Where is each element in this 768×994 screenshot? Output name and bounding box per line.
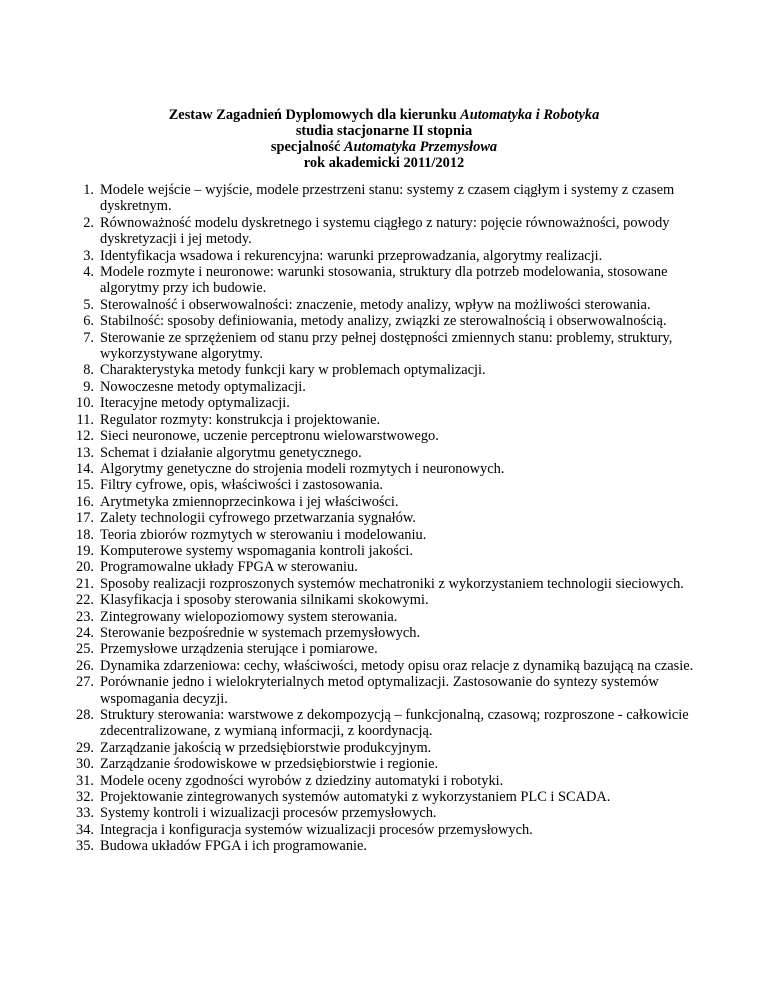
list-item-number: 30. (76, 756, 94, 773)
list-item-number: 12. (76, 428, 94, 445)
list-item-text: Równoważność modelu dyskretnego i systemu ciągłego z natury: pojęcie równoważności, powody dyskretyzacji i jej metody. (100, 214, 670, 248)
list-item-number: 4. (83, 264, 94, 281)
list-item (60, 740, 720, 756)
list-item (60, 674, 720, 707)
list-item-number: 34. (76, 821, 94, 838)
list-item-number: 27. (76, 674, 94, 691)
list-item-number: 21. (76, 575, 94, 592)
list-item (60, 313, 720, 329)
list-item-number: 23. (76, 608, 94, 625)
list-item-text: Komputerowe systemy wspomagania kontroli jakości. (100, 542, 413, 559)
list-item (60, 527, 720, 543)
list-item-text: Iteracyjne metody optymalizacji. (100, 395, 290, 412)
list-item (60, 609, 720, 625)
list-item-number: 9. (83, 378, 94, 395)
list-item-text: Algorytmy genetyczne do strojenia modeli rozmytych i neuronowych. (100, 460, 505, 477)
header-line-2: studia stacjonarne II stopnia (295, 123, 473, 139)
list-item (60, 707, 720, 740)
list-item-number: 11. (76, 411, 94, 428)
list-item (60, 559, 720, 575)
list-item-text: Modele wejście – wyjście, modele przestrzeni stanu: systemy z czasem ciągłym i systemy z czasem dyskretnym. (100, 182, 675, 215)
header-specialty-name: Automatyka Przemysłowa (344, 139, 498, 155)
list-item (60, 362, 720, 378)
questions-list (60, 182, 720, 855)
list-item-number: 15. (76, 477, 94, 494)
list-item-text: Sterowalność i obserwowalności: znaczenie, metody analizy, wpływ na możliwości sterowania. (100, 296, 651, 313)
header-specialty-prefix: specjalność (270, 139, 345, 155)
list-item-text: Programowalne układy FPGA w sterowaniu. (100, 559, 358, 576)
list-item-text: Integracja i konfiguracja systemów wizualizacji procesów przemysłowych. (100, 821, 533, 838)
list-item-text: Schemat i działanie algorytmu genetycznego. (100, 444, 362, 461)
list-item (60, 838, 720, 854)
list-item-number: 6. (83, 313, 94, 330)
list-item (60, 805, 720, 821)
list-item-text: Zarządzanie jakością w przedsiębiorstwie produkcyjnym. (100, 739, 432, 756)
list-item-number: 18. (76, 526, 94, 543)
list-item-number: 2. (83, 214, 94, 231)
list-item-text: Dynamika zdarzeniowa: cechy, właściwości, metody opisu oraz relacje z dynamiką bazującą na czasie. (100, 657, 694, 674)
list-item-text: Sterowanie bezpośrednie w systemach przemysłowych. (100, 624, 421, 641)
list-item-number: 1. (83, 182, 94, 198)
list-item-text: Sterowanie ze sprzężeniem od stanu przy pełnej dostępności zmiennych stanu: problemy, struktury, wykorzystywane algorytmy. (100, 329, 673, 363)
list-item (60, 395, 720, 411)
list-item-text: Stabilność: sposoby definiowania, metody analizy, związki ze sterowalnością i obserwowalnością. (100, 313, 667, 330)
list-item-text: Filtry cyfrowe, opis, właściwości i zastosowania. (100, 477, 383, 494)
list-item-number: 31. (76, 772, 94, 789)
list-item (60, 248, 720, 264)
list-item-text: Budowa układów FPGA i ich programowanie. (100, 838, 367, 855)
list-item-text: Zarządzanie środowiskowe w przedsiębiorstwie i regionie. (100, 756, 439, 773)
list-item-number: 32. (76, 789, 94, 806)
list-item-text: Sposoby realizacji rozproszonych systemów mechatroniki z wykorzystaniem technologii sieciowych. (100, 575, 684, 592)
list-item-number: 7. (83, 329, 94, 346)
list-item-number: 28. (76, 707, 94, 723)
list-item (60, 412, 720, 428)
document-header (0, 107, 768, 171)
list-item (60, 625, 720, 641)
list-item (60, 773, 720, 789)
list-item (60, 330, 720, 363)
list-item-number: 16. (76, 493, 94, 510)
list-item-number: 19. (76, 542, 94, 559)
list-item-text: Zintegrowany wielopoziomowy system sterowania. (100, 608, 398, 625)
list-item (60, 182, 720, 215)
list-item-number: 8. (83, 362, 94, 379)
list-item (60, 379, 720, 395)
list-item-number: 24. (76, 624, 94, 641)
list-item-text: Zalety technologii cyfrowego przetwarzania sygnałów. (100, 510, 416, 527)
list-item-text: Modele rozmyte i neuronowe: warunki stosowania, struktury dla potrzeb modelowania, stosowane algorytmy przy ich budowie. (100, 264, 668, 297)
list-item-text: Porównanie jedno i wielokryterialnych metod optymalizacji. Zastosowanie do syntezy systemów wspomagania decyzji. (100, 674, 659, 707)
list-item (60, 641, 720, 657)
list-item-text: Nowoczesne metody optymalizacji. (100, 378, 306, 395)
list-item-number: 3. (83, 247, 94, 264)
list-item-number: 29. (76, 739, 94, 756)
list-item-number: 20. (76, 559, 94, 576)
list-item (60, 576, 720, 592)
list-item (60, 510, 720, 526)
list-item-number: 33. (76, 805, 94, 822)
list-item-text: Projektowanie zintegrowanych systemów automatyki z wykorzystaniem PLC i SCADA. (100, 789, 611, 806)
list-item-text: Modele oceny zgodności wyrobów z dziedziny automatyki i robotyki. (100, 772, 504, 789)
list-item (60, 264, 720, 297)
list-item (60, 592, 720, 608)
list-item-text: Struktury sterowania: warstwowe z dekompozycją – funkcjonalną, czasową; rozproszone - całkowicie zdecentralizowane, z wymianą informacji, z koordynacją. (100, 707, 689, 740)
list-item-text: Identyfikacja wsadowa i rekurencyjna: warunki przeprowadzania, algorytmy realizacji. (100, 247, 603, 264)
list-item (60, 822, 720, 838)
list-item (60, 658, 720, 674)
list-item (60, 215, 720, 248)
list-item (60, 428, 720, 444)
list-item-number: 10. (76, 395, 94, 412)
header-line-3 (0, 139, 768, 155)
list-item-number: 17. (76, 510, 94, 527)
list-item-text: Regulator rozmyty: konstrukcja i projektowanie. (100, 411, 381, 428)
list-item (60, 756, 720, 772)
list-item (60, 461, 720, 477)
list-item-text: Teoria zbiorów rozmytych w sterowaniu i modelowaniu. (100, 526, 427, 543)
list-item (60, 543, 720, 559)
list-item-text: Arytmetyka zmiennoprzecinkowa i jej właściwości. (100, 493, 399, 510)
header-line-1 (0, 107, 768, 123)
list-item-text: Systemy kontroli i wizualizacji procesów przemysłowych. (100, 805, 437, 822)
header-line-4: rok akademicki 2011/2012 (303, 155, 465, 171)
list-item-number: 14. (76, 460, 94, 477)
list-item-number: 25. (76, 641, 94, 658)
list-item-text: Charakterystyka metody funkcji kary w problemach optymalizacji. (100, 362, 486, 379)
list-item-number: 5. (83, 296, 94, 313)
header-field-name: Automatyka i Robotyka (460, 107, 600, 123)
list-item (60, 494, 720, 510)
list-item (60, 789, 720, 805)
list-item-number: 26. (76, 657, 94, 674)
list-item-text: Klasyfikacja i sposoby sterowania silnikami skokowymi. (100, 592, 429, 609)
list-item-text: Sieci neuronowe, uczenie perceptronu wielowarstwowego. (100, 428, 439, 445)
list-item-number: 22. (76, 592, 94, 609)
list-item-text: Przemysłowe urządzenia sterujące i pomiarowe. (100, 641, 378, 658)
header-title-prefix: Zestaw Zagadnień Dyplomowych dla kierunku (168, 107, 461, 123)
list-item (60, 445, 720, 461)
list-item-number: 35. (76, 838, 94, 855)
list-item-number: 13. (76, 444, 94, 461)
list-item (60, 477, 720, 493)
list-item (60, 297, 720, 313)
